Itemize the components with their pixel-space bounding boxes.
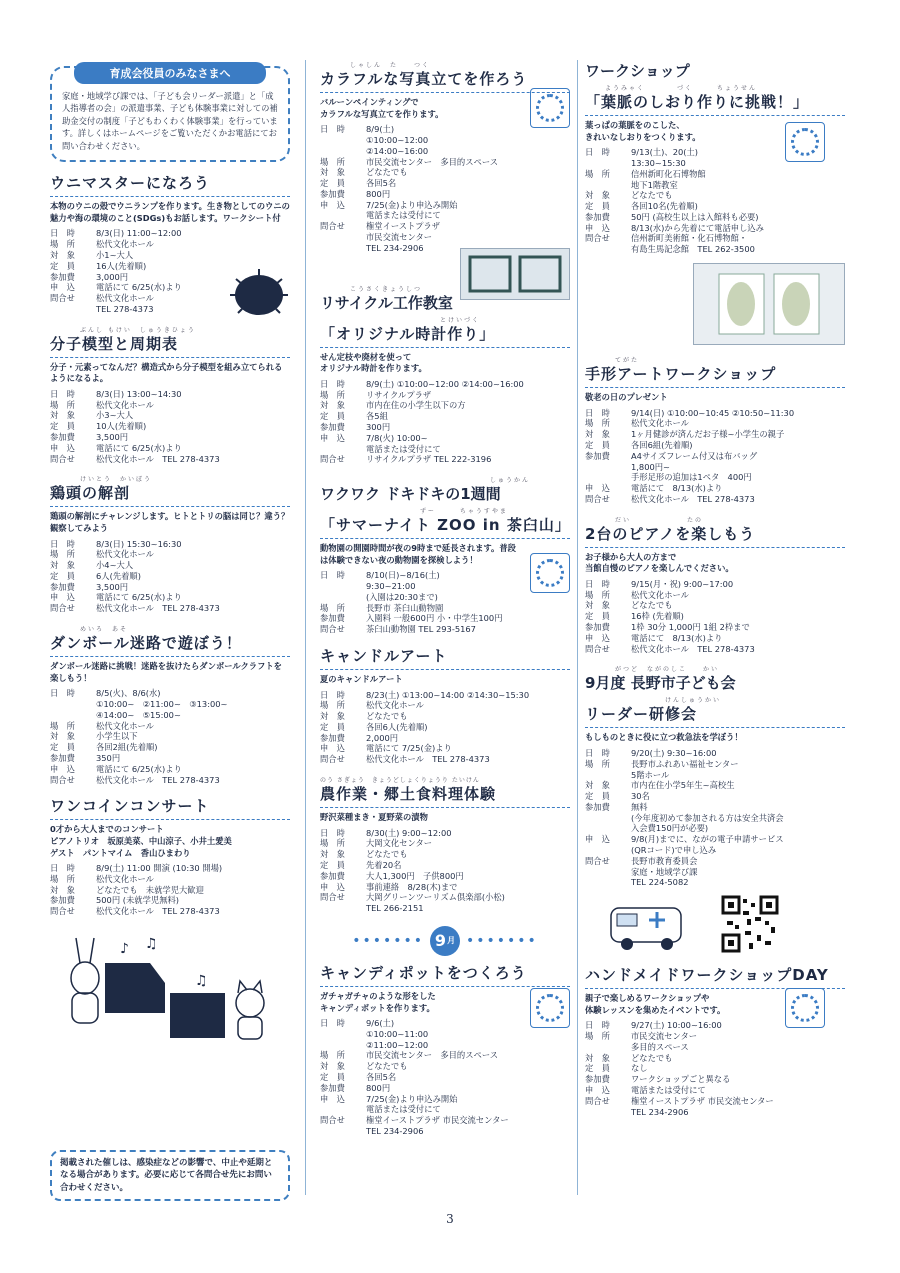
event-details: 日 時 8/9(土) ①10:00~12:00 ②14:00~16:00 場 所 市民交流センター 多目的スペース 対 象 どなたでも 定 員 各回5名 参加費 800円 申 込 7/25(金)より申込み開始 電話または受付にて 問合せ 権堂イーストプラザ 市民交流センター TEL 234-2906 [320, 124, 499, 253]
event-title: 鶏頭の解剖 [50, 482, 290, 507]
event-details: 日 時 8/9(土) ①10:00~12:00 ②14:00~16:00 場 所 リサイクルプラザ 対 象 市内在住の小学生以下の方 定 員 各5組 参加費 300円 申 込 7/8(火) 10:00~ 電話または受付にて 問合せ リサイクルプラザ TEL 222-3196 [320, 378, 524, 465]
event-desc: 夏のキャンドルアート [320, 673, 403, 684]
event-summer-night-zoo: しゅうかん ワクワク ドキドキの1週間 ずー ちゃうすやま 「サマーナイト ZOO in 茶臼山」 動物園の開園時間が夜の9時まで延長されます。普段は体験できない夜の動物園を探検しよう！ 日 時 8/10(日)~8/16(土) 9:30~21:00 (入園は20:30まで) 場 所 長野市 茶臼山動物園 参加費 入園料 一般600円 小・中学生100円 問合せ 茶臼山動物園 TEL 293-5167 [320, 477, 571, 635]
event-desc: ダンボール迷路に挑戦！迷路を抜けたらダンボールクラフトを楽しもう！ [50, 661, 282, 683]
event-details: 日 時 8/3(日) 11:00~12:00 場 所 松代文化ホール 対 象 小1~大人 定 員 16人(先着順) 参加費 3,000円 申 込 電話にて 6/25(水)より 問合せ 松代文化ホール TEL 278-4373 [50, 228, 182, 314]
page-number: 3 [446, 1212, 454, 1226]
event-leaf-bookmark: ワークショップ ようみゃく づく ちょうせん 「葉脈のしおり作りに挑戦！」 葉っぱの葉脈をのこした、 きれいなしおりをつくります。 日 時 9/13(土)、20(土) 13:30~15:30 場 所 信州新町化石博物館 地下1階教室 対 象 どなたでも 定 員 各回10名(先着順) 参加費 50円 (高校生以上は入館料も必要) 申 込 8/13(水)から先着にて電話申し込み 問合せ 信州新町美術館・化石博物館・ 有島生馬記念館 TEL 262-3500 [585, 60, 845, 345]
event-details: 日 時 8/9(土) 11:00 開演 (10:30 開場) 場 所 松代文化ホール 対 象 どなたでも 未就学児大歓迎 参加費 500円 (未就学児無料) 問合せ 松代文化ホール TEL 278-4373 [50, 863, 223, 917]
event-desc: 親子で楽しめるワークショップや 体験レッスンを集めたイベントです。 [585, 993, 726, 1015]
column-middle [320, 60, 570, 1137]
event-two-pianos: だい たの 2台のピアノを楽しもう お子様から大人の方まで 当館自慢のピアノを楽しんでください。 日 時 9/15(月・祝) 9:00~17:00 場 所 松代文化ホール 対 象 どなたでも 定 員 16枠 (先着順) 参加費 1枠 30分 1,000円 1組 2枠まで 申 込 電話にて 8/13(水)より 問合せ 松代文化ホール TEL 278-4373 [585, 515, 845, 655]
event-desc: お子様から大人の方まで 当館自慢のピアノを楽しんでください。 [585, 551, 734, 574]
qr-code-icon[interactable] [721, 895, 779, 953]
notice-body: 家庭・地域学び課では、「子ども会リーダー派遣」と「成人指導者の会」の派遣事業、子ども体験事業に対しての補助金交付の制度「子どもわくわく体験事業」を行っています。詳しくはホームページをご覧いただくかお電話にてお問い合わせください。 [62, 91, 278, 151]
event-leader-training: がつど ながのしこ かい 9月度 長野市子ども会 けんしゅうかい リーダー研修会 もしものときに役に立つ救急法を学ぼう！ 日 時 9/20(土) 9:30~16:00 場 所 長野市ふれあい福祉センター 5階ホール 対 象 市内在住小学5年生~高校生 定 員 30名 参加費 無料 (今年度初めて参加される方は安全共済会 入会費150円が必要) 申 込 9/8(月)までに、ながの電子申請サービス (QRコード)で申し込み 問合せ 長野市教育委員会 家庭・地域学び課 TEL 224-5082 [585, 664, 845, 954]
svg-text:♫: ♫ [145, 936, 158, 953]
event-details: 日 時 9/20(土) 9:30~16:00 場 所 長野市ふれあい福祉センター 5階ホール 対 象 市内在住小学5年生~高校生 定 員 30名 参加費 無料 (今年度初めて参加される方は安全共済会 入会費150円が必要) 申 込 9/8(月)までに、ながの電子申請サービス (QRコード)で申し込み 問合せ 長野市教育委員会 家庭・地域学び課 TEL 224-5082 [585, 747, 784, 888]
sea-urchin-icon [228, 267, 290, 319]
event-details: 日 時 9/13(土)、20(土) 13:30~15:30 場 所 信州新町化石博物館 地下1階教室 対 象 どなたでも 定 員 各回10名(先着順) 参加費 50円 (高校生以上は入館料も必要) 申 込 8/13(水)から先着にて電話申し込み 問合せ 信州新町美術館・化石博物館・ 有島生馬記念館 TEL 262-3500 [585, 147, 764, 255]
column-left [50, 60, 290, 1047]
event-handprint-art: てがた 手形アートワークショップ 敬老の日のプレゼント 日 時 9/14(日) ①10:00~10:45 ②10:50~11:30 場 所 松代文化ホール 対 象 1ヶ月健診が済んだお子様~小学生の親子 定 員 各回6組(先着順) 参加費 A4サイズフレーム付又は布バッグ 1,800円~ 手形足形の追加は1ペタ 400円 申 込 電話にて 8/13(水)より 問合せ 松代文化ホール TEL 278-4373 [585, 355, 845, 505]
event-desc: せん定枝や廃材を使って オリジナル時計を作ります。 [320, 351, 427, 374]
event-candle-art [320, 645, 570, 765]
leaf-bookmark-icon [699, 269, 839, 339]
event-details: 日 時 9/15(月・祝) 9:00~17:00 場 所 松代文化ホール 対 象 どなたでも 定 員 16枠 (先着順) 参加費 1枠 30分 1,000円 1組 2枠まで 申 込 電話にて 8/13(水)より 問合せ 松代文化ホール TEL 278-4373 [585, 578, 755, 654]
event-title: キャンディポットをつくろう [320, 962, 570, 987]
svg-text:♫: ♫ [195, 973, 208, 990]
event-title: 農作業・郷土食料理体験 [320, 783, 570, 808]
event-sea-urchin [50, 172, 290, 314]
event-desc: 鶏頭の解剖にチャレンジします。ヒトとトリの脳は同じ？違う？観察してみよう [50, 511, 290, 533]
event-recycle-clock: こうさくきょうしつ リサイクル工作教室 とけいづく 「オリジナル時計作り」 せん定枝や廃材を使って オリジナル時計を作ります。 日 時 8/9(土) ①10:00~12:00 ②14:00~16:00 場 所 リサイクルプラザ 対 象 市内在住の小学生以下の方 定 員 各5組 参加費 300円 申 込 7/8(火) 10:00~ 電話または受付にて 問合せ リサイクルプラザ TEL 222-3196 [320, 284, 570, 465]
program-logo-icon [530, 553, 570, 593]
event-desc: 0才から大人までのコンサート ピアノトリオ 坂原美菜、中山涼子、小井土愛美 ゲスト パントマイム 香山ひまわり [50, 824, 232, 858]
event-title: リサイクル工作教室 [320, 293, 453, 312]
event-title: ワークショップ [585, 62, 690, 80]
event-title: ハンドメイドワークショップDAY [585, 964, 845, 989]
svg-text:♪: ♪ [120, 941, 129, 958]
event-title: ワクワク ドキドキの1週間 [320, 485, 501, 504]
event-title: 9月度 長野市子ども会 [585, 674, 736, 693]
event-chicken-head: けいとう かいぼう 鶏頭の解剖 鶏頭の解剖にチャレンジします。ヒトとトリの脳は同じ？違う？観察してみよう 日 時 8/3(日) 15:30~16:30 場 所 松代文化ホール 対 象 小4~大人 定 員 6人(先着順) 参加費 3,500円 申 込 電話にて 6/25(水)より 問合せ 松代文化ホール TEL 278-4373 [50, 476, 290, 614]
event-desc: もしものときに役に立つ救急法を学ぼう！ [585, 732, 743, 743]
program-logo-icon [530, 988, 570, 1028]
event-details: 日 時 8/10(日)~8/16(土) 9:30~21:00 (入園は20:30まで) 場 所 長野市 茶臼山動物園 参加費 入園料 一般600円 小・中学生100円 問合せ 茶臼山動物園 TEL 293-5167 [320, 570, 503, 635]
event-title: ワンコインコンサート [50, 795, 290, 820]
event-candy-pot [320, 962, 570, 1137]
program-logo-icon [785, 988, 825, 1028]
event-details: 日 時 8/30(土) 9:00~12:00 場 所 大岡文化センター 対 象 どなたでも 定 員 先着20名 参加費 大人1,300円 子供800円 申 込 事前連絡 8/28(木)まで 問合せ 大岡グリーンツーリズム倶楽部(小松) TEL 266-2151 [320, 827, 505, 914]
event-desc: バルーンペインティングで カラフルな写真立てを作ります。 [320, 97, 444, 119]
event-desc: ガチャガチャのような形をした キャンディポットを作ります。 [320, 990, 436, 1013]
piano-animals-illustration [50, 923, 290, 1043]
event-title: 2台のピアノを楽しもう [585, 523, 845, 548]
event-subtitle: 「サマーナイト ZOO in 茶臼山」 [320, 514, 570, 539]
event-desc: 分子・元素ってなんだ？構造式から分子模型を組み立てられるようになるよ。 [50, 361, 283, 384]
event-title: キャンドルアート [320, 645, 570, 670]
event-farming-cooking: のう さぎょう きょうどしょくりょうり たいけん 農作業・郷土食料理体験 野沢菜種まき・夏野菜の漬物 日 時 8/30(土) 9:00~12:00 場 所 大岡文化センター 対 象 どなたでも 定 員 先着20名 参加費 大人1,300円 子供800円 申 込 事前連絡 8/28(木)まで 問合せ 大岡グリーンツーリズム倶楽部(小松) TEL 266-2151 [320, 775, 570, 914]
program-logo-icon [530, 88, 570, 128]
illustration-row [605, 894, 845, 954]
leaf-bookmark-image [693, 263, 845, 345]
event-title: ダンボール迷路で遊ぼう！ [50, 632, 290, 657]
event-subtitle: リーダー研修会 [585, 703, 845, 728]
event-desc: 敬老の日のプレゼント [585, 392, 668, 403]
column-right [585, 60, 845, 1117]
event-desc: 動物園の開園時間が夜の9時まで延長されます。普段は体験できない夜の動物園を探検しよう！ [320, 543, 516, 565]
event-title: 分子模型と周期表 [50, 333, 290, 358]
event-details: 日 時 8/3(日) 13:00~14:30 場 所 松代文化ホール 対 象 小3~大人 定 員 10人(先着順) 参加費 3,500円 申 込 電話にて 6/25(水)より 問合せ 松代文化ホール TEL 278-4373 [50, 388, 220, 464]
event-details: 日 時 8/23(土) ①13:00~14:00 ②14:30~15:30 場 所 松代文化ホール 対 象 どなたでも 定 員 各回6人(先着順) 参加費 2,000円 申 込 電話にて 7/25(金)より 問合せ 松代文化ホール TEL 278-4373 [320, 689, 530, 765]
event-desc: 野沢菜種まき・夏野菜の漬物 [320, 812, 428, 823]
column-divider [577, 60, 578, 1195]
event-title: カラフルな写真立てを作ろう [320, 68, 570, 93]
notice-box [50, 66, 290, 162]
ambulance-icon [605, 894, 695, 954]
event-details: 日 時 8/5(火)、8/6(水) ①10:00~ ②11:00~ ③13:00~ ④14:00~ ⑤15:00~ 場 所 松代文化ホール 対 象 小学生以下 定 員 各回2組(先着順) 参加費 350円 申 込 電話にて 6/25(水)より 問合せ 松代文化ホール TEL 278-4373 [50, 688, 228, 785]
event-details: 日 時 9/14(日) ①10:00~10:45 ②10:50~11:30 場 所 松代文化ホール 対 象 1ヶ月健診が済んだお子様~小学生の親子 定 員 各回6組(先着順) 参加費 A4サイズフレーム付又は布バッグ 1,800円~ 手形足形の追加は1ペタ 400円 申 込 電話にて 8/13(水)より 問合せ 松代文化ホール TEL 278-4373 [585, 407, 795, 504]
notice-title: 育成会役員のみなさまへ [74, 62, 266, 84]
event-subtitle: 「葉脈のしおり作りに挑戦！」 [585, 91, 845, 116]
photo-frames-icon [465, 252, 565, 296]
photo-frames-image [460, 248, 570, 300]
event-details: 日 時 8/3(日) 15:30~16:30 場 所 松代文化ホール 対 象 小4~大人 定 員 6人(先着順) 参加費 3,500円 申 込 電話にて 6/25(水)より 問合せ 松代文化ホール TEL 278-4373 [50, 538, 220, 614]
event-desc: 本物のウニの殻でウニランプを作ります。生き物としてのウニの魅力や海の環境のこと(SDGs)もお話します。ワークシート付 [50, 201, 290, 223]
event-handmade-workshop-day [585, 964, 845, 1117]
event-desc: 葉っぱの葉脈をのこした、 きれいなしおりをつくります。 [585, 120, 701, 142]
event-cardboard-maze: めいろ あそ ダンボール迷路で遊ぼう！ ダンボール迷路に挑戦！迷路を抜けたらダンボールクラフトを楽しもう！ 日 時 8/5(火)、8/6(水) ①10:00~ ②11:00~ ③13:00~ ④14:00~ ⑤15:00~ 場 所 松代文化ホール 対 象 小学生以下 定 員 各回2組(先着順) 参加費 350円 申 込 電話にて 6/25(水)より 問合せ 松代文化ホール TEL 278-4373 [50, 624, 290, 785]
event-molecule-model: ぶんし もけい しゅうきひょう 分子模型と周期表 分子・元素ってなんだ？構造式から分子模型を組み立てられるようになるよ。 日 時 8/3(日) 13:00~14:30 場 所 松代文化ホール 対 象 小3~大人 定 員 10人(先着順) 参加費 3,500円 申 込 電話にて 6/25(水)より 問合せ 松代文化ホール TEL 278-4373 [50, 325, 290, 465]
month-badge: 9 月 [430, 926, 460, 956]
event-title: 手形アートワークショップ [585, 363, 845, 388]
month-separator: ••••••• 9 月 ••••••• [320, 926, 570, 956]
event-photo-frame: しゃしん た つく カラフルな写真立てを作ろう バルーンペインティングで カラフルな写真立てを作ります。 日 時 8/9(土) ①10:00~12:00 ②14:00~16:00 場 所 市民交流センター 多目的スペース 対 象 どなたでも 定 員 各回5名 参加費 800円 申 込 7/25(金)より申込み開始 電話または受付にて 問合せ 権堂イーストプラザ 市民交流センター TEL 234-2906 [320, 60, 570, 254]
warning-notice: 掲載された催しは、感染症などの影響で、中止や延期となる場合があります。必要に応じて各問合せ先にお問い合わせください。 [50, 1150, 290, 1201]
program-logo-icon [785, 122, 825, 162]
event-subtitle: 「オリジナル時計作り」 [320, 323, 570, 348]
event-one-coin-concert [50, 795, 290, 1047]
event-details: 日 時 9/6(土) ①10:00~11:00 ②11:00~12:00 場 所 市民交流センター 多目的スペース 対 象 どなたでも 定 員 各回5名 参加費 800円 申 込 7/25(金)より申込み開始 電話または受付にて 問合せ 権堂イーストプラザ 市民交流センター TEL 234-2906 [320, 1018, 509, 1136]
column-divider [305, 60, 306, 1195]
event-details: 日 時 9/27(土) 10:00~16:00 場 所 市民交流センター 多目的スペース 対 象 どなたでも 定 員 なし 参加費 ワークショップごと異なる 申 込 電話または受付にて 問合せ 権堂イーストプラザ 市民交流センター TEL 234-2906 [585, 1020, 774, 1117]
event-title: ウニマスターになろう [50, 172, 290, 197]
